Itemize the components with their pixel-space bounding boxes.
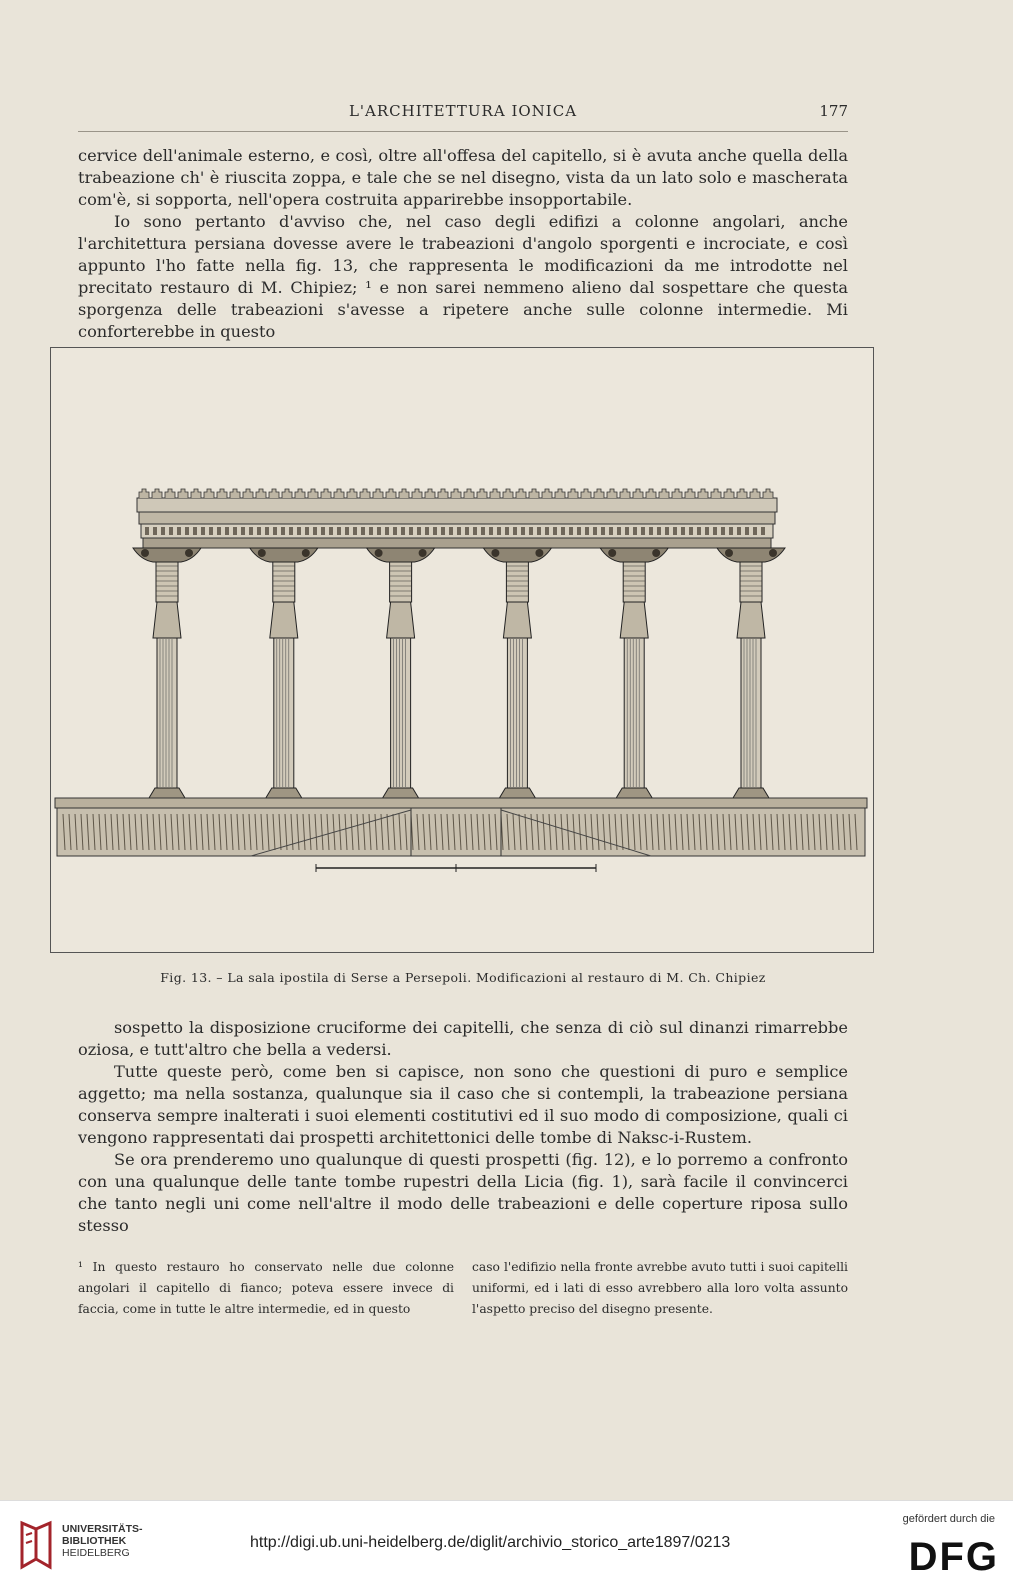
dentil [241,527,245,535]
dentil [513,527,517,535]
dentil [657,527,661,535]
capital-head [419,549,427,557]
footnote-left: ¹ In questo restauro ho conservato nelle due colonne angolari il capitello di fianco; poteva essere invece di faccia, come in tutte le altre intermedie, ed in questo [78,1260,454,1316]
merlon [308,489,318,498]
merlon [542,489,552,498]
column [600,548,668,798]
dentil [737,527,741,535]
merlon [230,489,240,498]
dentil [417,527,421,535]
scale-bar [316,864,596,872]
column [483,548,551,798]
paragraph: Tutte queste però, come ben si capisce, non sono che questioni di puro e semplice aggetto; ma nella sostanza, qualunque sia il caso che si contempli, la trabeazione persiana conserva sempre inalterati i suoi elementi costitutivi ed il suo modo di composizione, quali ci vengono rappresentati dai prospetti architettonici delle tombe di Naksc-i-Rustem. [78,1062,848,1147]
merlon [516,489,526,498]
dentil [185,527,189,535]
dentil [505,527,509,535]
dentil [305,527,309,535]
dentil [673,527,677,535]
dentil [361,527,365,535]
page-header [78,102,848,122]
merlon [503,489,513,498]
dentil [665,527,669,535]
merlon [555,489,565,498]
capital-bell [620,602,648,638]
merlon [152,489,162,498]
capital-head [185,549,193,557]
colonnade-illustration [51,348,873,952]
dentil [641,527,645,535]
merlon [607,489,617,498]
merlon [750,489,760,498]
dentil [553,527,557,535]
columns [133,548,785,798]
body-text-bottom [78,1017,848,1237]
dentil [761,527,765,535]
capital-bell [153,602,181,638]
merlon [243,489,253,498]
dentil [321,527,325,535]
capital-bell [503,602,531,638]
capital-head [258,549,266,557]
merlon [204,489,214,498]
dentil [329,527,333,535]
dentil [537,527,541,535]
column [133,548,201,798]
dentil [249,527,253,535]
dentil [481,527,485,535]
dentil [705,527,709,535]
dentil [313,527,317,535]
dentil [369,527,373,535]
dentil [297,527,301,535]
digitization-footer [0,1500,1013,1592]
dentil [449,527,453,535]
merlon [451,489,461,498]
body-text-top [78,145,848,343]
merlon [763,489,773,498]
dentil [601,527,605,535]
dentil [457,527,461,535]
merlon [724,489,734,498]
merlon [425,489,435,498]
dentil [265,527,269,535]
dentil [401,527,405,535]
column-base [733,788,769,798]
dentil [393,527,397,535]
dentil [697,527,701,535]
dentil [689,527,693,535]
figure-persepolis-hall [50,347,874,953]
dentil [617,527,621,535]
merlon [438,489,448,498]
dentil [177,527,181,535]
paragraph: Io sono pertanto d'avviso che, nel caso degli edifizi a colonne angolari, anche l'architettura persiana dovesse avere le trabeazioni d'angolo sporgenti e incrociate, e così appunto l'ho fatte nella fig. 13, che rappresenta le modificazioni da me introdotte nel precitato restauro di M. Chipiez; ¹ e non sarei nemmeno alieno dal sospettare che questa sporgenza delle trabeazioni s'avesse a ripetere anche sulle colonne intermedie. Mi conforterebbe in questo [78,212,848,341]
merlon [256,489,266,498]
dentil [521,527,525,535]
merlon [646,489,656,498]
merlon [633,489,643,498]
dentil [465,527,469,535]
library-line: BIBLIOTHEK [62,1535,127,1547]
dentil [729,527,733,535]
dentil [713,527,717,535]
capital-head [375,549,383,557]
source-url-link[interactable]: http://digi.ub.uni-heidelberg.de/diglit/archivio_storico_arte1897/0213 [250,1534,731,1551]
dentil [425,527,429,535]
dentil [681,527,685,535]
merlon [360,489,370,498]
merlon [412,489,422,498]
merlon [490,489,500,498]
merlon [191,489,201,498]
dentil [209,527,213,535]
merlon [659,489,669,498]
dentil [377,527,381,535]
dentil [633,527,637,535]
footnotes [78,1257,848,1320]
header-rule [78,131,848,132]
merlon [698,489,708,498]
merlon [568,489,578,498]
dentil [569,527,573,535]
capital-head [608,549,616,557]
capital-head [652,549,660,557]
merlon [399,489,409,498]
dfg-logo: DFG [908,1535,999,1579]
dentil [441,527,445,535]
merlon [295,489,305,498]
capital-bell [270,602,298,638]
dentil [593,527,597,535]
column-base [616,788,652,798]
dentil [473,527,477,535]
merlon [139,489,149,498]
dentil [281,527,285,535]
dentil [193,527,197,535]
dentil [345,527,349,535]
dentil [649,527,653,535]
dentil [201,527,205,535]
paragraph: sospetto la disposizione cruciforme dei capitelli, che senza di ciò sul dinanzi rimarrebbe oziosa, e tutt'altro che bella a vedersi. [78,1018,848,1059]
column-base [149,788,185,798]
dentil [337,527,341,535]
column [250,548,318,798]
dentil [585,527,589,535]
dentil [257,527,261,535]
capital-head [141,549,149,557]
column-base [383,788,419,798]
column [367,548,435,798]
merlon [711,489,721,498]
crenellation [139,489,773,498]
dentil [609,527,613,535]
merlon [594,489,604,498]
merlon [165,489,175,498]
column-base [266,788,302,798]
capital-head [769,549,777,557]
dentil [153,527,157,535]
merlon [386,489,396,498]
merlon [685,489,695,498]
dentil [289,527,293,535]
dentil [497,527,501,535]
dentil [745,527,749,535]
funded-by-label: gefördert durch die [902,1513,995,1525]
stylobate-frieze [55,798,867,856]
merlon [282,489,292,498]
running-title: L'ARCHITETTURA IONICA [348,102,578,120]
dentil [145,527,149,535]
merlon [464,489,474,498]
library-line: HEIDELBERG [62,1547,130,1559]
merlon [373,489,383,498]
figure-caption: Fig. 13. – La sala ipostila di Serse a Persepoli. Modificazioni al restauro di M. Ch. Chipiez [160,970,766,985]
merlon [347,489,357,498]
dentil [721,527,725,535]
merlon [581,489,591,498]
capital-head [535,549,543,557]
entablature [137,489,777,548]
library-name [62,1523,143,1559]
paragraph: Se ora prenderemo uno qualunque di questi prospetti (fig. 12), e lo porremo a confronto con una qualunque delle tante tombe rupestri della Licia (fig. 1), sarà facile il convincerci che tanto negli uni come nell'altre il modo delle trabeazioni e delle coperture riposa sullo stesso [78,1150,848,1235]
merlon [217,489,227,498]
page-number: 177 [819,102,848,120]
capital-head [491,549,499,557]
dentil [489,527,493,535]
dentil [529,527,533,535]
dentil [561,527,565,535]
merlon [178,489,188,498]
merlon [737,489,747,498]
dentil [577,527,581,535]
dentil [545,527,549,535]
dentil [233,527,237,535]
capital-head [725,549,733,557]
dentil [625,527,629,535]
dentil [217,527,221,535]
merlon [672,489,682,498]
library-line: UNIVERSITÄTS- [62,1523,143,1535]
merlon [321,489,331,498]
merlon [477,489,487,498]
column [717,548,785,798]
dentil [409,527,413,535]
capital-head [302,549,310,557]
dentil [433,527,437,535]
dentil [753,527,757,535]
capital-bell [737,602,765,638]
paragraph: cervice dell'animale esterno, e così, oltre all'offesa del capitello, si è avuta anche quella della trabeazione ch' è riuscita zoppa, e tale che se nel disegno, vista da un lato solo e mascherata com'è, si sopporta, nell'opera costruita apparirebbe insopportabile. [78,146,848,209]
dentil [273,527,277,535]
capital-bell [387,602,415,638]
library-logo-icon [18,1519,54,1571]
dentil [161,527,165,535]
dentil [385,527,389,535]
merlon [620,489,630,498]
dentil [353,527,357,535]
merlon [334,489,344,498]
footnote-right: caso l'edifizio nella fronte avrebbe avuto tutti i suoi capitelli uniformi, ed i lati di esso avrebbero alla loro volta assunto l'aspetto preciso del disegno presente. [472,1260,848,1316]
dentil [225,527,229,535]
merlon [269,489,279,498]
merlon [529,489,539,498]
dentil [169,527,173,535]
column-base [499,788,535,798]
